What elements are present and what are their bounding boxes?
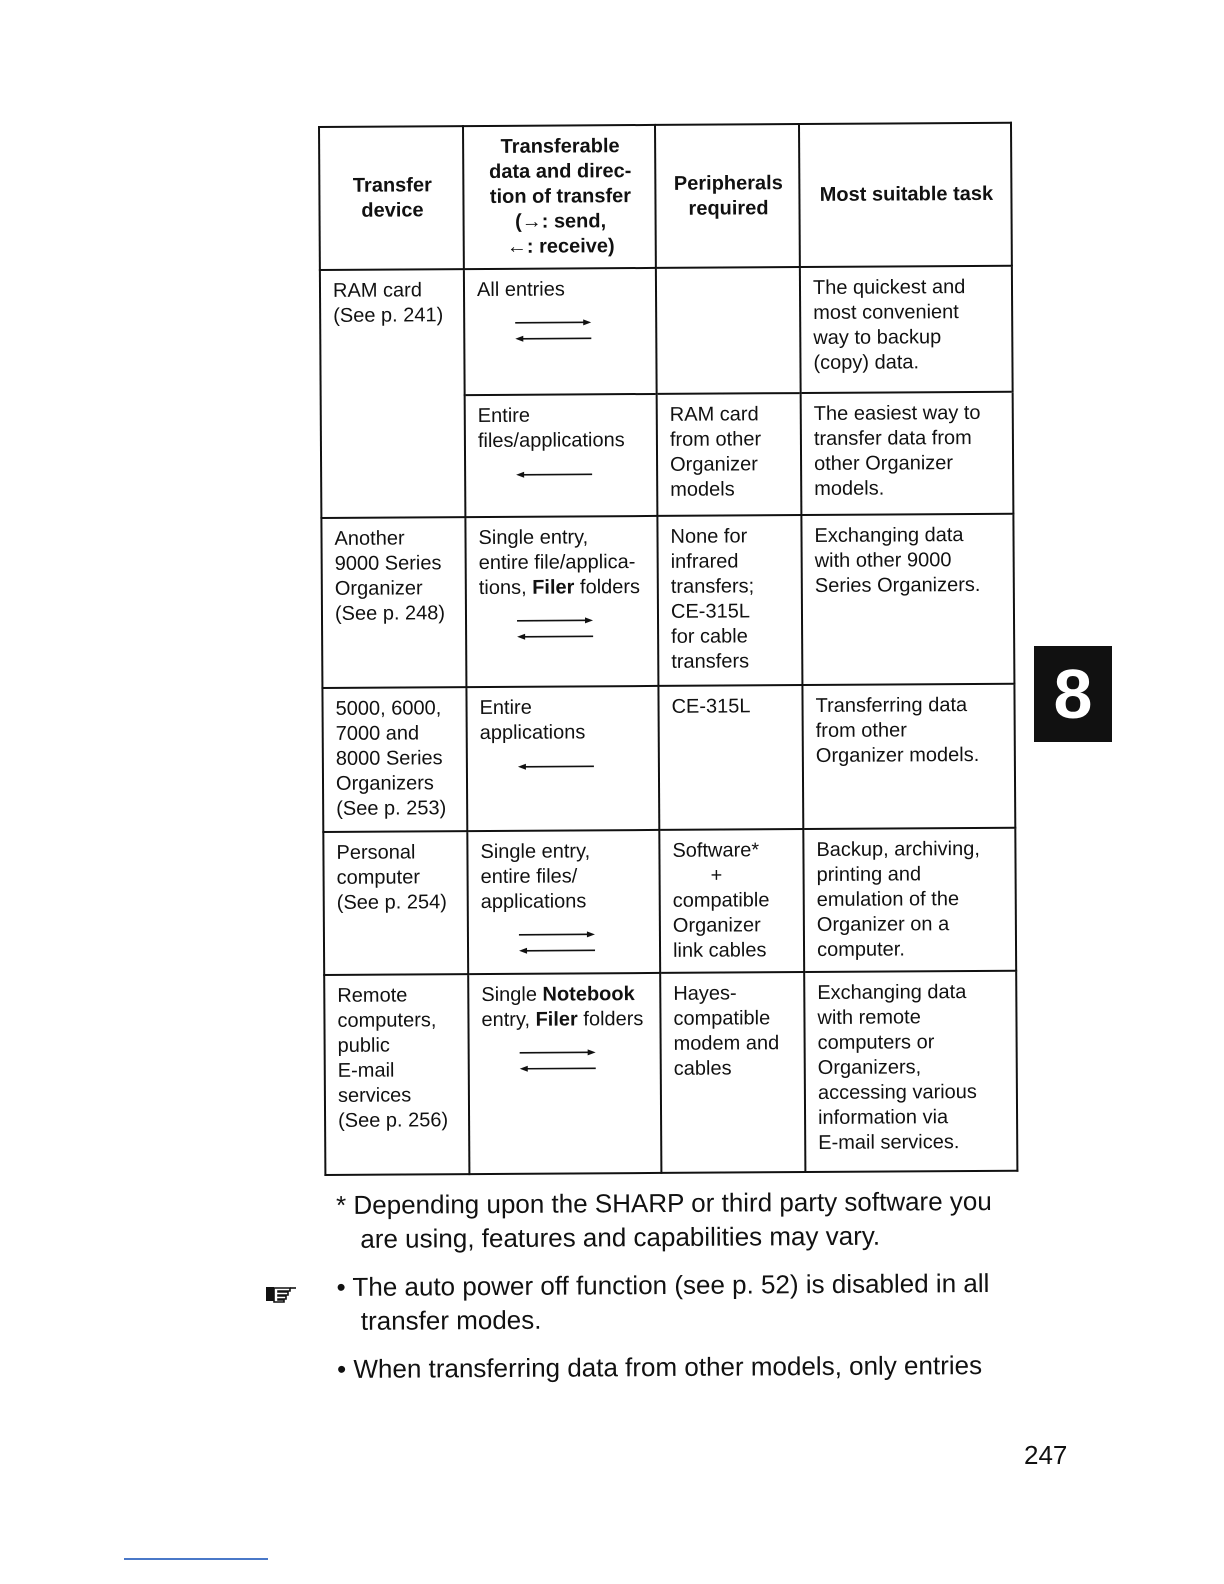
bidirectional-arrows-icon — [517, 926, 597, 958]
chapter-tab: 8 — [1034, 646, 1112, 742]
receive-arrow-icon — [514, 465, 594, 483]
device-cell: 5000, 6000, 7000 and 8000 Series Organizers (See p. 253) — [322, 687, 467, 832]
pointing-hand-icon — [264, 1282, 298, 1304]
table-row — [322, 684, 1015, 832]
data-cell: Single entry, entire files/ applications — [467, 830, 660, 974]
task-cell: The easiest way to transfer data from other Organizer models. — [801, 392, 1014, 515]
data-cell: Entire applications — [466, 686, 659, 831]
data-cell: All entries — [464, 268, 657, 395]
peripherals-cell: Software* + compatible Organizer link cables — [659, 829, 804, 973]
footnote-software: * Depending upon the SHARP or third party software you are using, features and capabilities may vary. — [336, 1185, 992, 1254]
peripherals-cell: None for infrared transfers; CE-315L for cable transfers — [657, 515, 802, 686]
transfer-table — [318, 122, 1018, 1176]
task-cell: The quickest and most convenient way to backup (copy) data. — [800, 266, 1013, 393]
peripherals-cell: CE-315L — [658, 685, 803, 830]
data-cell: Single entry, entire file/applica- tions, Filer folders — [465, 516, 658, 687]
task-cell: Exchanging data with other 9000 Series Organizers. — [801, 514, 1014, 685]
data-cell: Single Notebook entry, Filer folders — [468, 973, 661, 1174]
task-cell: Backup, archiving, printing and emulation of the Organizer on a computer. — [803, 828, 1016, 972]
bidirectional-arrows-icon — [515, 612, 595, 644]
receive-arrow-icon — [516, 757, 596, 775]
notes — [336, 1184, 1037, 1400]
note-transfer-entries: • When transferring data from other models, only entries — [337, 1350, 983, 1384]
device-cell: Personal computer (See p. 254) — [323, 831, 468, 975]
device-cell: Another 9000 Series Organizer (See p. 248) — [321, 517, 466, 688]
task-cell: Transferring data from other Organizer models. — [802, 684, 1015, 829]
data-cell: Entire files/applications — [465, 394, 658, 517]
device-cell: RAM card (See p. 241) — [320, 269, 466, 518]
table-header-row — [319, 123, 1012, 270]
bottom-rule — [124, 1558, 268, 1560]
header-peripherals: Peripherals required — [655, 124, 800, 268]
header-data-direction: Transferable data and direc- tion of transfer (→: send, ←: receive) — [463, 125, 656, 269]
table-row — [320, 266, 1013, 396]
table-row — [321, 514, 1014, 688]
bidirectional-arrows-icon — [518, 1044, 598, 1076]
peripherals-cell — [656, 267, 801, 394]
table-row — [323, 828, 1016, 975]
table-row — [324, 971, 1017, 1175]
page-number: 247 — [1024, 1440, 1068, 1470]
device-cell: Remote computers, public E-mail services (See p. 256) — [324, 974, 469, 1175]
peripherals-cell: Hayes- compatible modem and cables — [660, 972, 805, 1173]
bidirectional-arrows-icon — [513, 314, 593, 346]
header-transfer-device: Transfer device — [319, 126, 464, 270]
header-task: Most suitable task — [799, 123, 1012, 267]
task-cell: Exchanging data with remote computers or Organizers, accessing various information via E-mail services. — [804, 971, 1017, 1172]
note-auto-power-off: • The auto power off function (see p. 52) is disabled in all transfer modes. — [336, 1268, 990, 1336]
peripherals-cell: RAM card from other Organizer models — [657, 393, 802, 516]
